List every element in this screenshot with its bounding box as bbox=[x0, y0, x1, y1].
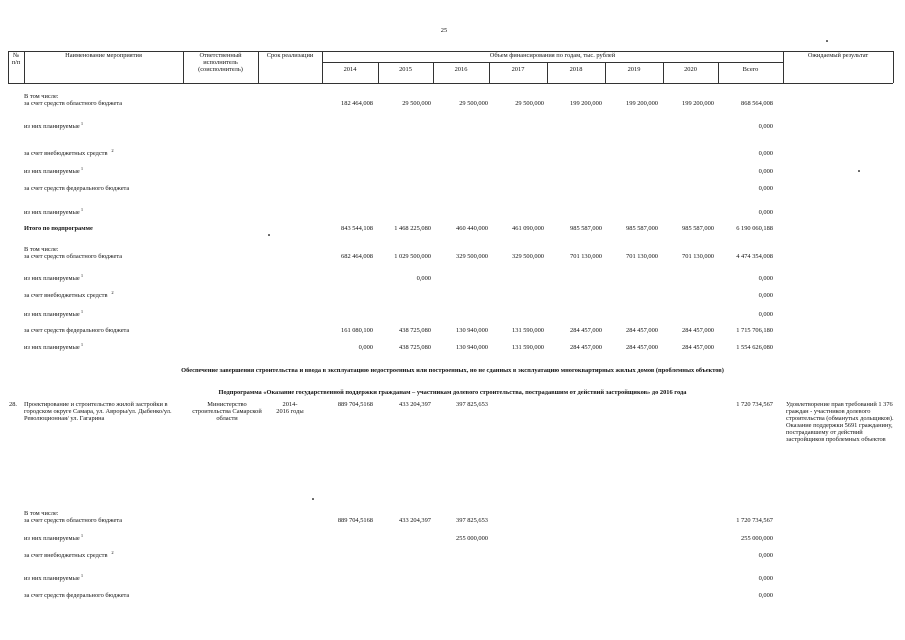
rows_bottom-row-label: из них планируемые bbox=[24, 535, 80, 542]
rows_top-row-label: за счет средств федерального бюджета bbox=[24, 185, 130, 192]
rows_top-row-value: 29 500,000 bbox=[515, 100, 544, 107]
item-28-term: 2014- 2016 годы bbox=[276, 401, 304, 415]
header-year-2020: 2020 bbox=[684, 66, 697, 73]
rows_top-row-value: 161 080,100 bbox=[341, 327, 373, 334]
item-28-responsible: Министерство строительства Самарской области bbox=[192, 401, 262, 422]
rows_bottom-row-footnote-mark: 1 bbox=[80, 573, 84, 578]
rows_top-row-value: 438 725,080 bbox=[399, 344, 431, 351]
scan-speck bbox=[826, 40, 828, 42]
rows_bottom-row-footnote-mark: 2 bbox=[111, 550, 114, 555]
rows_top-row-value: 131 590,000 bbox=[512, 327, 544, 334]
header-year-2018: 2018 bbox=[569, 66, 583, 73]
rows_top-row-value: 284 457,000 bbox=[682, 344, 714, 351]
rows_top-row-footnote-mark: 1 bbox=[80, 207, 84, 212]
rows_top-row-value: 284 457,000 bbox=[626, 327, 658, 334]
rows_top-row-total: 4 474 354,008 bbox=[736, 253, 773, 260]
rows_bottom-row-total: 0,000 bbox=[758, 575, 773, 582]
rows_top-row-value: 0,000 bbox=[358, 344, 373, 351]
rows_top-row-value: 461 090,000 bbox=[512, 225, 544, 232]
scan-speck bbox=[858, 170, 860, 172]
header-funding: Объем финансирования по годам, тыс. рублей bbox=[489, 52, 616, 59]
rows_top-row-label: из них планируемые bbox=[24, 311, 80, 318]
rows_top-row-total: 0,000 bbox=[758, 168, 773, 175]
rows_top-row-label: из них планируемые bbox=[24, 344, 80, 351]
rows_top-row-value: 460 440,000 bbox=[456, 225, 488, 232]
rows_top-row-value: 130 940,000 bbox=[456, 344, 488, 351]
rows_top-row-total: 868 564,008 bbox=[741, 100, 773, 107]
rows_top-row-value: 701 130,000 bbox=[682, 253, 714, 260]
rows_top-row-total: 1 715 706,180 bbox=[736, 327, 773, 334]
item-28-name: Проектирование и строительство жилой застройки в городском округе Самара, ул. Авроры/ул. Дыбенко/ул. Революционная/ ул. Гагарина bbox=[24, 401, 172, 422]
header-year-2016: 2016 bbox=[454, 66, 468, 73]
rows_bottom-row-total: 0,000 bbox=[758, 552, 773, 559]
rows_bottom-row-total: 0,000 bbox=[758, 592, 773, 599]
rows_top-row-footnote-mark: 1 bbox=[80, 166, 84, 171]
rows_top-row-value: 284 457,000 bbox=[682, 327, 714, 334]
rows_top-row-value: 199 200,000 bbox=[626, 100, 658, 107]
rows_top-row-value: 329 500,000 bbox=[512, 253, 544, 260]
rows_bottom-row-total: 255 000,000 bbox=[741, 535, 773, 542]
rows_bottom-row-label: за счет внебюджетных средств bbox=[24, 552, 108, 559]
header-term: Срок реализации bbox=[266, 52, 314, 59]
rows_bottom-row-label: из них планируемые bbox=[24, 575, 80, 582]
rows_top-row-label: В том числе: за счет средств областного бюджета bbox=[24, 93, 123, 107]
rows_top-row-footnote-mark: 2 bbox=[111, 290, 114, 295]
rows_top-row-value: 29 500,000 bbox=[459, 100, 488, 107]
rows_bottom-row-label: В том числе: за счет средств областного бюджета bbox=[24, 510, 123, 524]
item-28-value: 397 825,653 bbox=[456, 401, 488, 408]
item-28-number: 28. bbox=[9, 401, 17, 408]
scan-speck bbox=[312, 498, 314, 500]
rows_top-row-value: 0,000 bbox=[416, 275, 431, 282]
item-28-expected-result: Удовлетворение прав требований 1 376 граждан - участников долевого строительства (обманутых дольщиков). Оказание поддержки 5691 гражданину, пострадавшему от действий застройщиков проблемных объектов bbox=[786, 401, 894, 443]
rows_top-row-value: 284 457,000 bbox=[626, 344, 658, 351]
rows_bottom-row-label: за счет средств федерального бюджета bbox=[24, 592, 130, 599]
item-28-value: 889 704,5168 bbox=[337, 401, 373, 408]
rows_top-row-label: Итого по подпрограмме bbox=[24, 225, 93, 232]
rows_bottom-row-footnote-mark: 1 bbox=[80, 533, 84, 538]
rows_top-row-value: 130 940,000 bbox=[456, 327, 488, 334]
rows_top-row-value: 701 130,000 bbox=[570, 253, 602, 260]
rows_top-row-value: 843 544,108 bbox=[341, 225, 373, 232]
rows_top-row-footnote-mark: 1 bbox=[80, 342, 84, 347]
rows_top-row-value: 182 464,008 bbox=[341, 100, 373, 107]
rows_bottom-row-value: 433 204,397 bbox=[399, 517, 431, 524]
rows_top-row-label: из них планируемые bbox=[24, 209, 80, 216]
rows_top-row-label: за счет внебюджетных средств bbox=[24, 150, 108, 157]
item-28-total: 1 720 734,567 bbox=[736, 401, 773, 408]
rows_top-row-value: 985 587,000 bbox=[570, 225, 602, 232]
header-year-2019: 2019 bbox=[627, 66, 641, 73]
rows_top-row-total: 0,000 bbox=[758, 275, 773, 282]
rows_top-row-value: 1 029 500,000 bbox=[394, 253, 431, 260]
rows_top-row-total: 0,000 bbox=[758, 150, 773, 157]
rows_top-row-footnote-mark: 1 bbox=[80, 273, 84, 278]
rows_top-row-label: из них планируемые bbox=[24, 168, 80, 175]
header-responsible: Ответственный исполнитель (соисполнитель) bbox=[198, 52, 243, 73]
rows_top-row-total: 0,000 bbox=[758, 123, 773, 130]
header-mid-rule bbox=[322, 62, 783, 63]
rows_top-row-total: 0,000 bbox=[758, 185, 773, 192]
page-number: 25 bbox=[440, 27, 448, 34]
rows_top-row-value: 284 457,000 bbox=[570, 344, 602, 351]
rows_top-row-value: 985 587,000 bbox=[682, 225, 714, 232]
rows_top-row-total: 6 190 060,188 bbox=[736, 225, 773, 232]
rows_top-row-value: 284 457,000 bbox=[570, 327, 602, 334]
header-bottom-rule bbox=[8, 83, 893, 84]
rows_top-row-value: 682 464,008 bbox=[341, 253, 373, 260]
header-year-2017: 2017 bbox=[511, 66, 525, 73]
rows_top-row-value: 701 130,000 bbox=[626, 253, 658, 260]
rows_top-row-label: за счет внебюджетных средств bbox=[24, 292, 108, 299]
rows_top-row-total: 1 554 626,080 bbox=[736, 344, 773, 351]
item-28-value: 433 204,397 bbox=[399, 401, 431, 408]
rows_top-row-label: В том числе: за счет средств областного бюджета bbox=[24, 246, 123, 260]
rows_top-row-footnote-mark: 2 bbox=[111, 148, 114, 153]
rows_top-row-value: 131 590,000 bbox=[512, 344, 544, 351]
rows_top-row-total: 0,000 bbox=[758, 209, 773, 216]
rows_top-row-footnote-mark: 1 bbox=[80, 309, 84, 314]
rows_top-row-value: 985 587,000 bbox=[626, 225, 658, 232]
header-total: Всего bbox=[742, 66, 759, 73]
rows_bottom-row-value: 889 704,5168 bbox=[337, 517, 373, 524]
section-title: Обеспечение завершения строительства и ввода в эксплуатацию недостроенных или построенных, но не сданных в эксплуатацию многоквартирных жилых домов (проблемных объектов) bbox=[181, 367, 724, 374]
rows_top-row-total: 0,000 bbox=[758, 311, 773, 318]
header-year-2014: 2014 bbox=[343, 66, 357, 73]
rows_top-row-label: за счет средств федерального бюджета bbox=[24, 327, 130, 334]
scan-speck bbox=[268, 234, 270, 236]
rows_top-row-total: 0,000 bbox=[758, 292, 773, 299]
rows_top-row-footnote-mark: 1 bbox=[80, 121, 84, 126]
header-result: Ожидаемый результат bbox=[807, 52, 869, 59]
rows_top-row-value: 29 500,000 bbox=[402, 100, 431, 107]
rows_top-row-label: из них планируемые bbox=[24, 275, 80, 282]
header-column-divider bbox=[893, 51, 894, 83]
rows_top-row-value: 199 200,000 bbox=[682, 100, 714, 107]
rows_top-row-value: 199 200,000 bbox=[570, 100, 602, 107]
subprogram-title: Подпрограмма «Оказание государственной поддержки гражданам – участникам долевого строительства, пострадавшим от действий застройщиков» до 2016 года bbox=[218, 389, 687, 396]
header-name: Наименование мероприятия bbox=[65, 52, 142, 59]
rows_top-row-value: 1 468 225,080 bbox=[394, 225, 431, 232]
rows_top-row-value: 438 725,080 bbox=[399, 327, 431, 334]
rows_bottom-row-total: 1 720 734,567 bbox=[736, 517, 773, 524]
rows_bottom-row-value: 255 000,000 bbox=[456, 535, 488, 542]
header-year-2015: 2015 bbox=[399, 66, 412, 73]
header-num: № п/п bbox=[11, 52, 21, 66]
rows_top-row-label: из них планируемые bbox=[24, 123, 80, 130]
rows_top-row-value: 329 500,000 bbox=[456, 253, 488, 260]
rows_bottom-row-value: 397 825,653 bbox=[456, 517, 488, 524]
